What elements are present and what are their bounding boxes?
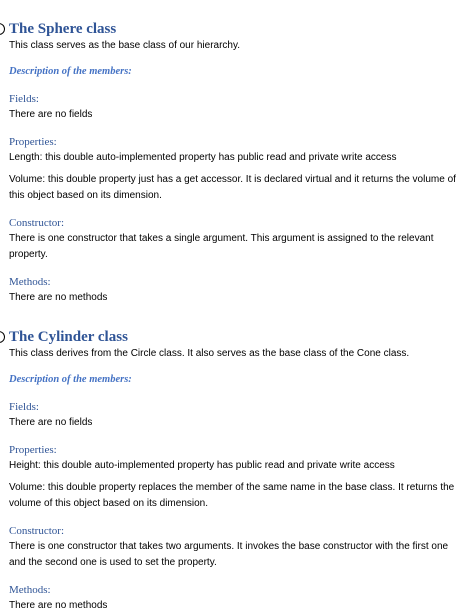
cylinder-class-title: The Cylinder class xyxy=(9,329,128,345)
collapse-circle-icon[interactable] xyxy=(0,331,5,343)
sphere-class-heading xyxy=(9,20,464,38)
cylinder-property-height: Height: this double auto-implemented property has public read and private write access xyxy=(9,460,395,471)
collapse-circle-icon[interactable] xyxy=(0,23,5,35)
cylinder-properties-heading: Properties: xyxy=(9,444,57,456)
cylinder-constructor-text: There is one constructor that takes two arguments. It invokes the base constructor with the first one and the second one is used to set the property. xyxy=(9,541,449,568)
cylinder-class-heading xyxy=(9,328,464,346)
sphere-methods-text: There are no methods xyxy=(9,292,108,303)
sphere-class-section xyxy=(0,0,474,306)
cylinder-constructor-heading: Constructor: xyxy=(9,525,64,537)
cylinder-class-section xyxy=(0,306,474,614)
sphere-constructor-heading: Constructor: xyxy=(9,217,64,229)
cylinder-methods-text: There are no methods xyxy=(9,600,108,611)
sphere-property-volume: Volume: this double property just has a get accessor. It is declared virtual and it returns the volume of this object based on its dimension. xyxy=(9,174,456,201)
sphere-constructor-text: There is one constructor that takes a single argument. This argument is assigned to the relevant property. xyxy=(9,233,434,260)
cylinder-fields-text: There are no fields xyxy=(9,417,93,428)
sphere-property-length: Length: this double auto-implemented property has public read and private write access xyxy=(9,152,397,163)
cylinder-fields-heading: Fields: xyxy=(9,401,39,413)
sphere-properties-heading: Properties: xyxy=(9,136,57,148)
cylinder-intro: This class derives from the Circle class. It also serves as the base class of the Cone class. xyxy=(9,348,410,359)
sphere-intro: This class serves as the base class of our hierarchy. xyxy=(9,40,241,51)
cylinder-property-volume: Volume: this double property replaces the member of the same name in the base class. It returns the volume of this object based on its dimension. xyxy=(9,482,455,509)
cylinder-description-heading: Description of the members: xyxy=(9,374,132,385)
cylinder-methods-heading: Methods: xyxy=(9,584,51,596)
sphere-class-title: The Sphere class xyxy=(9,21,117,37)
sphere-description-heading: Description of the members: xyxy=(9,66,132,77)
sphere-fields-heading: Fields: xyxy=(9,93,39,105)
sphere-methods-heading: Methods: xyxy=(9,276,51,288)
sphere-fields-text: There are no fields xyxy=(9,109,93,120)
